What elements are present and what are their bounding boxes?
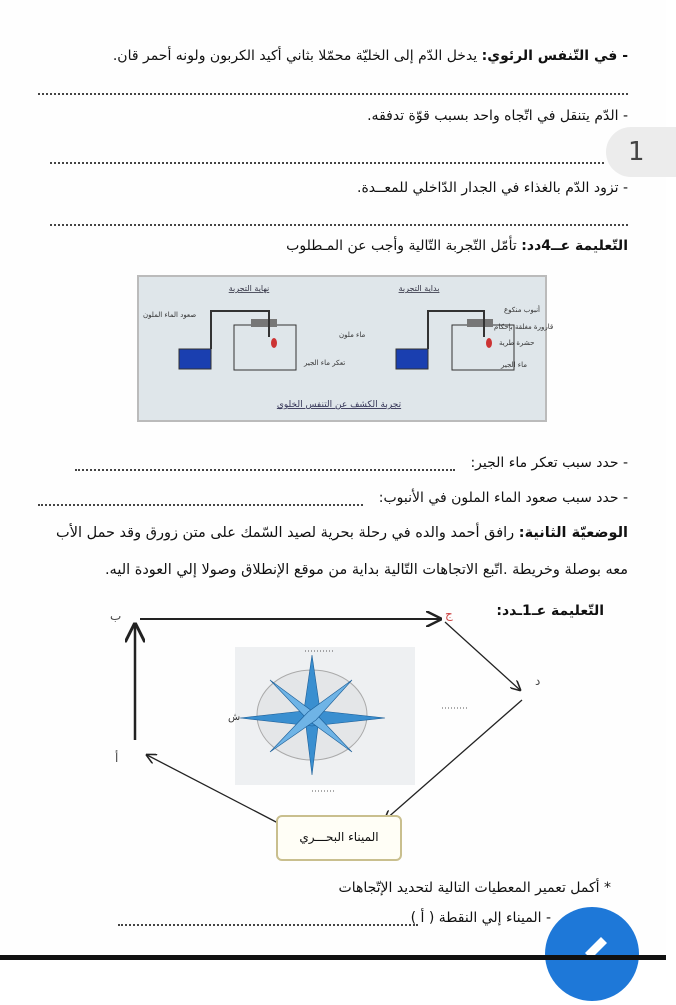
port-box: الميناء البحـــري [276, 815, 402, 861]
label-colored-water: ماء ملون [339, 331, 366, 339]
answer-line[interactable] [118, 924, 418, 926]
situation-2-line-2: معه بوصلة وخريطة .اتّبع الاتجاهات التّالية بداية من موقع الإنطلاق وصولا إلي العودة اليه. [104, 562, 628, 578]
statement-3: - تزود الدّم بالغذاء في الجدار الدّاخلي للمعــدة. [357, 180, 628, 196]
complete-instruction: * أكمل تعمير المعطيات التالية لتحديد الإتّجاهات [338, 880, 611, 896]
question-2-text: - حدد سبب صعود الماء الملون في الأنبوب: [378, 490, 628, 506]
question-1-text: - حدد سبب تعكر ماء الجير: [470, 455, 628, 471]
situation-2-label: الوضعيّة الثانية: [518, 525, 628, 541]
point-b-label: ب [110, 609, 122, 623]
label-insect: حشرة طرية [499, 339, 535, 347]
pencil-icon [545, 907, 639, 1001]
edit-button[interactable] [545, 907, 639, 1001]
situation-2-text: رافق أحمد والده في رحلة بحرية لصيد السّمك على متن زورق وقد حمل الأب [56, 525, 519, 541]
task-4-text: تأمّل التّجربة التّالية وأجب عن المـطلوب [286, 238, 522, 254]
statement-1-text: يدخل الدّم إلى الخليّة محمّلا بثاني أكيد الكربون ولونه أحمر قان. [112, 48, 482, 64]
start-title: بداية التجربة [398, 284, 440, 293]
point-j-label: ج [445, 607, 453, 621]
task-4-label: التّعليمة عــ4دد: [521, 238, 628, 254]
statement-2: - الدّم يتنقل في اتّجاه واحد بسبب قوّة تدفقه. [367, 108, 628, 124]
figure-caption: تجربة الكشف عن التنفس الخلوي [276, 400, 402, 410]
label-tube: أنبوب منكوع [504, 306, 540, 314]
point-d-label: د [535, 674, 541, 688]
label-jar: قارورة مغلقة بإحكام [494, 323, 554, 331]
label-rise: صعود الماء الملون [143, 311, 197, 319]
port-to-a-item: - الميناء إلي النقطة ( أ ) [410, 910, 551, 926]
north-label: ش [228, 712, 241, 723]
statement-1-label: - في التّنفس الرئوي: [481, 48, 628, 64]
end-title: نهاية التجربة [228, 284, 270, 293]
label-turbid: تعكر ماء الجير [304, 359, 346, 367]
point-a-label: أ [115, 751, 119, 765]
label-limewater: ماء الجير [501, 361, 527, 369]
bottom-bar [0, 955, 666, 960]
task-1-heading: التّعليمة عـ1ـدد: [496, 603, 604, 619]
arrow-j-to-d [445, 622, 520, 690]
page-number-badge: 1 [606, 127, 676, 177]
